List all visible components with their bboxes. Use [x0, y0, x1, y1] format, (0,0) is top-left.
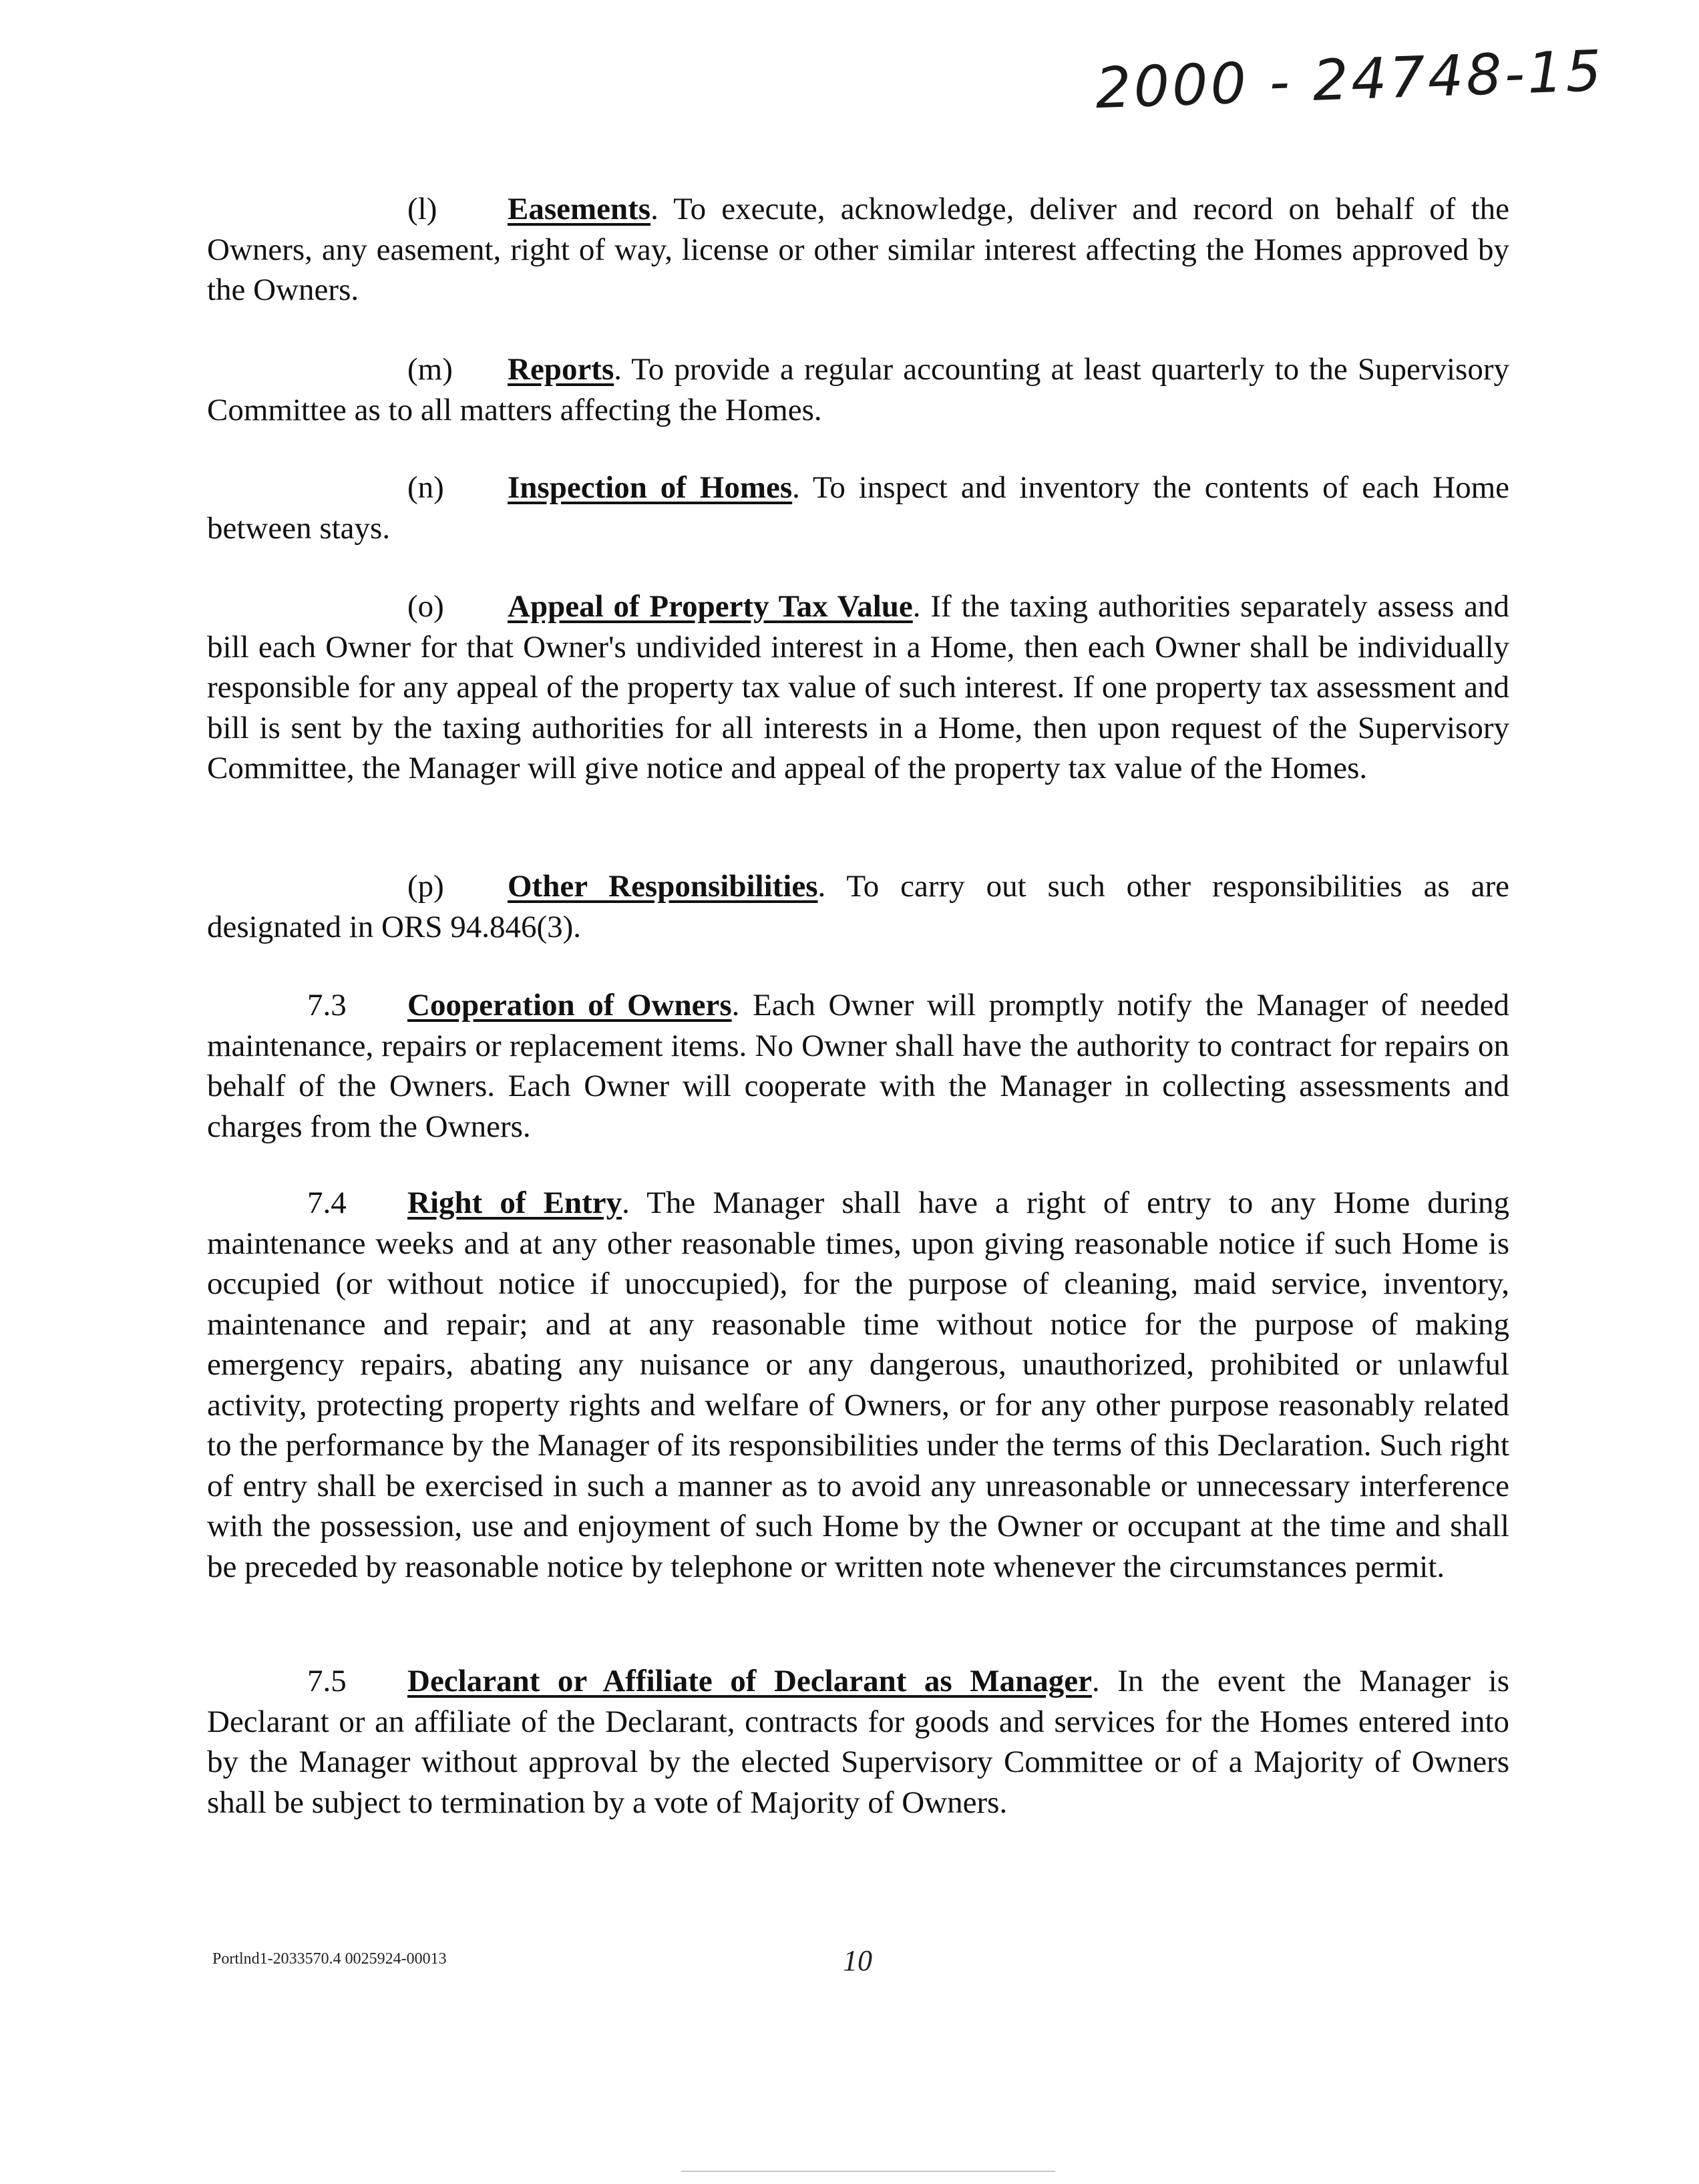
section-7-4-right-of-entry: [207, 1183, 1509, 1587]
section-heading: Right of Entry: [407, 1186, 622, 1220]
paragraph-l-easements: [207, 189, 1509, 311]
paragraph-heading: Other Responsibilities: [508, 869, 818, 904]
paragraph-marker: (p): [407, 869, 444, 904]
handwritten-recording-number: 2000 - 24748-15: [1094, 37, 1606, 122]
section-body: . Each Owner will promptly notify the Manager of needed maintenance, repairs or replacement items. No Owner shall have the authority to contract for repairs on behalf of the Owners. Each Owner will cooperate with the Manager in collecting assessments and charges from the Owners.: [207, 988, 1509, 1144]
paragraph-marker: (o): [407, 589, 444, 624]
section-heading: Cooperation of Owners: [407, 988, 732, 1023]
section-heading: Declarant or Affiliate of Declarant as Manager: [407, 1664, 1092, 1698]
section-body: . In the event the Manager is Declarant or an affiliate of the Declarant, contracts for goods and services for the Homes entered into by the Manager without approval by the elected Supervisory Committee or of a Majority of Owners shall be subject to termination by a vote of Majority of Owners.: [207, 1664, 1509, 1820]
paragraph-heading: Easements: [508, 192, 651, 226]
section-7-5-declarant-manager: [207, 1661, 1509, 1823]
paragraph-body: . To execute, acknowledge, deliver and record on behalf of the Owners, any easement, right of way, license or other similar interest affecting the Homes approved by the Owners.: [207, 192, 1509, 307]
paragraph-p-other: [207, 866, 1509, 947]
paragraph-marker: (m): [407, 352, 453, 387]
scan-artifact-divider: [681, 2171, 1055, 2172]
paragraph-heading: Reports: [508, 352, 614, 387]
paragraph-o-appeal: [207, 586, 1509, 789]
footer-document-reference: Portlnd1-2033570.4 0025924-00013: [212, 1950, 447, 1968]
section-number: 7.3: [307, 988, 347, 1023]
paragraph-marker: (n): [407, 470, 444, 505]
paragraph-body: . If the taxing authorities separately assess and bill each Owner for that Owner's undivided interest in a Home, then each Owner shall be individually responsible for any appeal of the property tax value of such interest. If one property tax assessment and bill is sent by the taxing authorities for all interests in a Home, then upon request of the Supervisory Committee, the Manager will give notice and appeal of the property tax value of the Homes.: [207, 589, 1510, 785]
paragraph-heading: Appeal of Property Tax Value: [508, 589, 913, 624]
paragraph-body: . To inspect and inventory the contents of each Home between stays.: [207, 470, 1509, 546]
section-7-3-cooperation: [207, 985, 1509, 1147]
paragraph-body: . To provide a regular accounting at least quarterly to the Supervisory Committee as to all matters affecting the Homes.: [207, 352, 1509, 427]
paragraph-heading: Inspection of Homes: [508, 470, 793, 505]
footer-page-number: 10: [843, 1944, 872, 1977]
section-number: 7.4: [307, 1186, 347, 1220]
paragraph-m-reports: [207, 349, 1509, 430]
section-body: . The Manager shall have a right of entry to any Home during maintenance weeks and at any other reasonable times, upon giving reasonable notice if such Home is occupied (or without notice if unoccupied), for the purpose of cleaning, maid service, inventory, maintenance and repair; and at any reasonable time without notice for the purpose of making emergency repairs, abating any nuisance or any dangerous, unauthorized, prohibited or unlawful activity, protecting property rights and welfare of Owners, or for any other purpose reasonably related to the performance by the Manager of its responsibilities under the terms of this Declaration. Such right of entry shall be exercised in such a manner as to avoid any unreasonable or unnecessary interference with the possession, use and enjoyment of such Home by the Owner or occupant at the time and shall be preceded by reasonable notice by telephone or written note whenever the circumstances permit.: [207, 1186, 1509, 1584]
section-number: 7.5: [307, 1664, 347, 1698]
paragraph-n-inspection: [207, 468, 1509, 548]
paragraph-body: . To carry out such other responsibilities as are designated in ORS 94.846(3).: [207, 869, 1509, 944]
paragraph-marker: (l): [407, 192, 437, 226]
